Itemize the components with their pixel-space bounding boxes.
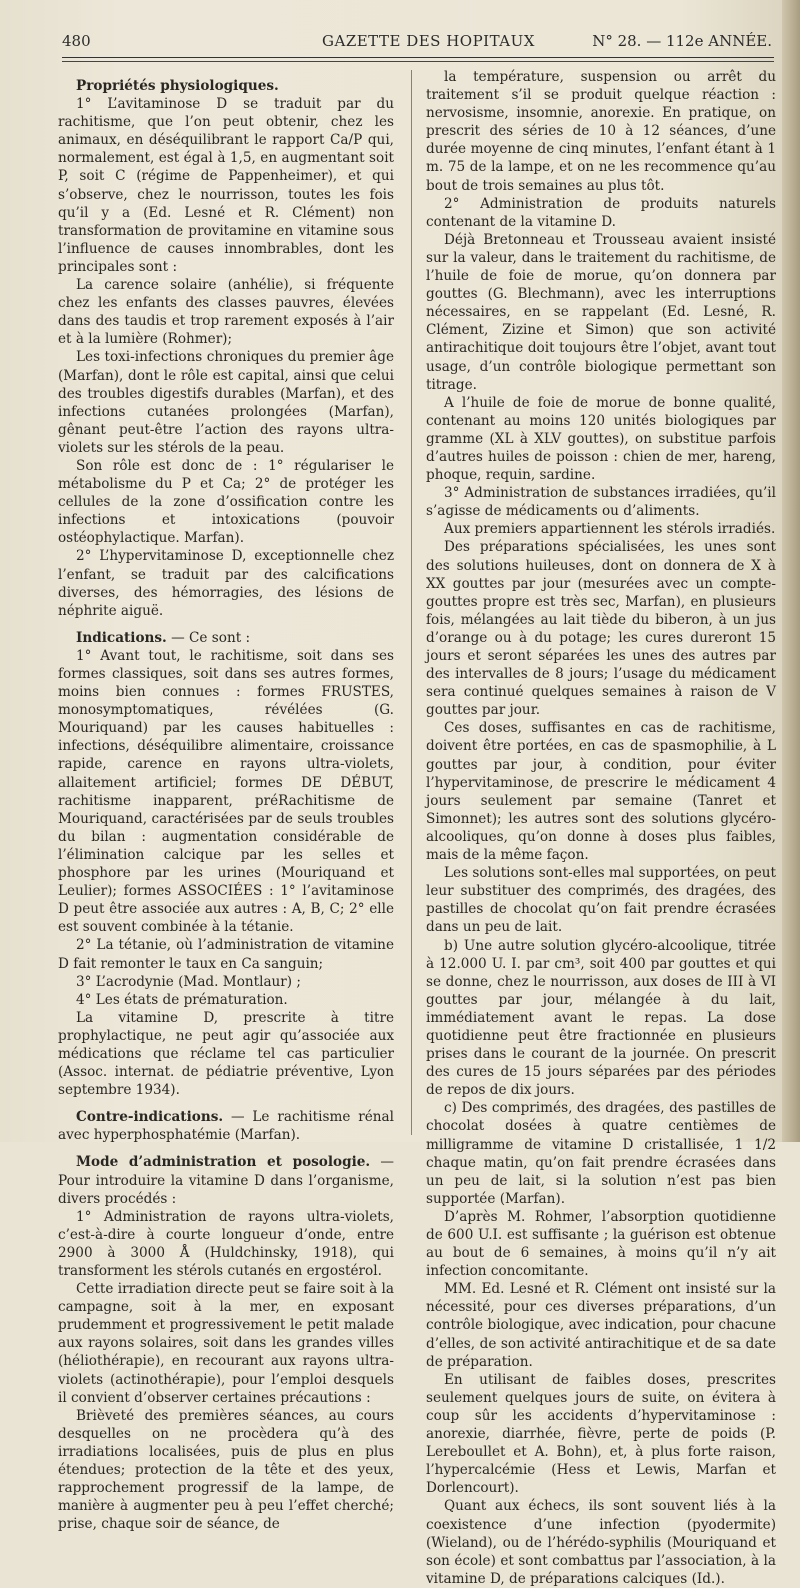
paragraph (426, 864, 776, 936)
paragraph-text: 1° Avant tout, le rachitisme, soit dans ses formes classiques, soit dans ses autres formes, moins bien connues : formes FRUSTES, monosymptomatiques, révélées (G. Mouriquand) par les causes habituelles : infections, déséquilibre alimentaire, croissance rapide, carence en rayons ultra-violets, allaitement artificiel; formes DE DÉBUT, rachitisme inapparent, préRachitisme de Mouriquand, caractérisées par de seuls troubles du bilan : augmentation considérable de l’élimination calcique par les selles et phosphore par les urines (Mouriquand et Leulier); formes ASSOCIÉES : 1° l’avitaminose D peut être associée aux autres : A, B, C; 2° elle est souvent combinée à la tétanie. (58, 647, 394, 936)
paragraph (58, 77, 394, 95)
paragraph-text: Brièveté des premières séances, au cours desquelles on ne procèdera qu’à des irradiations localisées, puis de plus en plus étendues; protection de la tête et des yeux, rapprochement progressif de la lampe, de manière à augmenter peu à peu l’effet cherché; prise, chaque soir de séance, de (58, 1407, 394, 1533)
paragraph-text: Des préparations spécialisées, les unes sont des solutions huileuses, dont on donnera de X à XX gouttes par jour (mesurées avec un compte-gouttes propre est très sec, Marfan), en plusieurs fois, mélangées au lait tiède du biberon, à un jus d’orange ou à du potage; les cures dureront 15 jours et seront séparées les unes des autres par des intervalles de 8 jours; l’usage du médicament sera continué quelques semaines à raison de V gouttes par jour. (426, 539, 776, 719)
paragraph (58, 95, 394, 276)
paragraph-text: 2° La tétanie, où l’administration de vitamine D fait remonter le taux en Ca sanguin; (58, 937, 394, 972)
paragraph (58, 1407, 394, 1534)
paragraph (426, 1208, 776, 1280)
paragraph (58, 276, 394, 348)
paragraph-text: A l’huile de foie de morue de bonne qualité, contenant au moins 120 unités biologiques par gramme (XL à XLV gouttes), on substitue parfois d’autres huiles de poisson : chien de mer, hareng, phoque, requin, sardine. (426, 394, 776, 484)
right-column (426, 68, 776, 1587)
paragraph-text: 2° L’hypervitaminose D, exceptionnelle chez l’enfant, se traduit par des calcifications diverses, des hémorragies, des lésions de néphrite aiguë. (58, 548, 394, 619)
page-number: 480 (62, 32, 91, 50)
paragraph-text: — Pour introduire la vitamine D dans l’organisme, divers procédés : (58, 1154, 394, 1207)
journal-title: GAZETTE DES HOPITAUX (322, 32, 535, 50)
paragraph (426, 195, 776, 231)
paragraph (58, 973, 394, 991)
paragraph (426, 68, 776, 195)
paragraph-text: Ces doses, suffisantes en cas de rachitisme, doivent être portées, en cas de spasmophilie, à L gouttes par jour, à condition, pour éviter l’hypervitaminose, de prescrire le médicament 4 jours seulement par semaine (Tanret et Simonnet); les autres sont des solutions glycéro-alcooliques, qu’on donne à doses plus faibles, mais de la même façon. (426, 720, 776, 864)
paragraph (426, 1497, 776, 1587)
paragraph (426, 231, 776, 394)
paragraph (426, 538, 776, 719)
paragraph (58, 457, 394, 547)
paragraph (58, 647, 394, 937)
paragraph (58, 991, 394, 1009)
paragraph (426, 1371, 776, 1498)
paragraph-text: 3° L’acrodynie (Mad. Montlaur) ; (76, 973, 302, 990)
paragraph (58, 629, 394, 647)
paragraph (426, 1099, 776, 1208)
paragraph (58, 547, 394, 619)
paragraph-text: — Le rachitisme rénal avec hyperphosphatémie (Marfan). (58, 1109, 394, 1144)
paragraph (58, 1108, 394, 1144)
section-heading: Propriétés physiologiques. (76, 78, 279, 94)
column-divider (411, 70, 412, 1135)
paragraph (426, 484, 776, 520)
left-column (58, 68, 394, 1533)
section-heading: Mode d’administration et posologie. (76, 1154, 371, 1171)
paragraph-text: 3° Administration de substances irradiées, qu’il s’agisse de médicaments ou d’aliments. (426, 485, 776, 520)
paragraph-text: Les solutions sont-elles mal supportées, on peut leur substituer des comprimés, des dragées, des pastilles de chocolat qu’on fait prendre écrasées dans un peu de lait. (426, 865, 776, 936)
paragraph (58, 348, 394, 457)
paragraph-text: Son rôle est donc de : 1° régulariser le métabolisme du P et Ca; 2° de protéger les cellules de la zone d’ossification contre les infections et intoxications (pouvoir ostéophylactique. Marfan). (58, 457, 394, 547)
paragraph (426, 520, 776, 538)
header-rule-bottom (62, 61, 774, 62)
paragraph-text: b) Une autre solution glycéro-alcoolique, titrée à 12.000 U. I. par cm³, soit 400 par gouttes et qui se donne, chez le nourrisson, aux doses de III à VI gouttes par jour, mélangée à du lait, immédiatement avant le repas. La dose quotidienne peut être fractionnée en plusieurs prises dans le courant de la journée. On prescrit des cures de 15 jours séparées par des périodes de repos de dix jours. (426, 937, 776, 1099)
paragraph-text: 4° Les états de prématuration. (76, 991, 288, 1008)
paragraph-text: c) Des comprimés, des dragées, des pastilles de chocolat dosées à quatre centièmes de milligramme de vitamine D cristallisée, 1 1/2 chaque matin, qu’on fait prendre écrasées dans un peu de lait, si la solution n’est pas bien supportée (Marfan). (426, 1100, 776, 1207)
paragraph-text: La carence solaire (anhélie), si fréquente chez les enfants des classes pauvres, élevées dans des taudis et trop rarement exposés à l’air et à la lumière (Rohmer); (58, 277, 394, 348)
paragraph-text: la température, suspension ou arrêt du traitement s’il se produit quelque réaction : nervosisme, insomnie, anorexie. En pratique, on prescrit des séries de 10 à 12 séances, d’une durée moyenne de cinq minutes, l’enfant étant à 1 m. 75 de la lampe, et on ne les recommence qu’au bout de trois semaines au plus tôt. (426, 69, 776, 194)
paragraph-text: Cette irradiation directe peut se faire soit à la campagne, soit à la mer, en exposant prudemment et progressivement le petit malade aux rayons solaires, soit dans les grandes villes (héliothérapie), en recourant aux rayons ultra-violets (actinothérapie), pour l’emploi desquels il convient d’observer certaines précautions : (58, 1281, 394, 1406)
paragraph (58, 1009, 394, 1099)
paragraph-text: En utilisant de faibles doses, prescrites seulement quelques jours de suite, on évitera à coup sûr les accidents d’hypervitaminose : anorexie, diarrhée, fièvre, perte de poids (P. Lereboullet et A. Bohn), et, à plus forte raison, l’hypercalcémie (Hess et Lewis, Marfan et Dorlencourt). (426, 1371, 776, 1497)
paragraph (58, 1153, 394, 1207)
paragraph (426, 1280, 776, 1370)
section-heading: Indications. (76, 629, 167, 646)
page-edge-shadow (782, 0, 800, 1142)
paragraph-text: D’après M. Rohmer, l’absorption quotidienne de 600 U.I. est suffisante ; la guérison est obtenue au bout de 6 semaines, à moins qu’il n’y ait infection concomitante. (426, 1208, 776, 1280)
paragraph (58, 1208, 394, 1280)
paragraph (426, 394, 776, 484)
running-header (62, 32, 782, 54)
paragraph (426, 719, 776, 864)
paragraph-text: 2° Administration de produits naturels contenant de la vitamine D. (426, 195, 776, 230)
paragraph-text: Aux premiers appartiennent les stérols irradiés. (444, 521, 776, 538)
paragraph-text: MM. Ed. Lesné et R. Clément ont insisté sur la nécessité, pour ces diverses préparations, d’un contrôle biologique, avec indication, pour chacune d’elles, de son activité antirachitique et de sa date de préparation. (426, 1281, 776, 1370)
paragraph (58, 1280, 394, 1407)
issue-number: N° 28. — 112e ANNÉE. (592, 32, 772, 50)
section-heading: Contre-indications. (76, 1109, 224, 1126)
paragraph-text: Déjà Bretonneau et Trousseau avaient insisté sur la valeur, dans le traitement du rachitisme, de l’huile de foie de morue, qu’on donnera par gouttes (G. Blechmann), avec les interruptions nécessaires, en se rappelant (Ed. Lesné, R. Clément, Zizine et Simon) que son activité antirachitique doit toujours être l’objet, avant tout usage, d’un contrôle biologique permettant son titrage. (426, 231, 776, 393)
paragraph (426, 937, 776, 1100)
paragraph-text: Quant aux échecs, ils sont souvent liés à la coexistence d’une infection (pyodermite) (Wieland), ou de l’hérédo-syphilis (Mouriquand et son école) et sont combattus par l’association, à la vitamine D, de préparations calciques (Id.). (426, 1498, 776, 1587)
header-rule-top (62, 57, 774, 58)
paragraph-text: 1° Administration de rayons ultra-violets, c’est-à-dire à courte longueur d’onde, entre 2900 à 3000 Å (Huldchinsky, 1918), qui transforment les stérols cutanés en ergostérol. (58, 1208, 394, 1279)
paragraph-text: — Ce sont : (166, 629, 251, 646)
paragraph-text: La vitamine D, prescrite à titre prophylactique, ne peut agir qu’associée aux médications que réclame tel cas particulier (Assoc. internat. de pédiatrie préventive, Lyon septembre 1934). (58, 1009, 394, 1099)
paragraph-text: 1° L’avitaminose D se traduit par du rachitisme, que l’on peut obtenir, chez les animaux, en déséquilibrant le rapport Ca/P qui, normalement, est égal à 1,5, en augmentant soit P, soit C (régime de Pappenheimer), et qui s’observe, chez le nourrisson, toutes les fois qu’il y a (Ed. Lesné et R. Clément) non transformation de provitamine en vitamine sous l’influence de causes innombrables, dont les principales sont : (58, 96, 394, 275)
paragraph (58, 936, 394, 972)
paragraph-text: Les toxi-infections chroniques du premier âge (Marfan), dont le rôle est capital, ainsi que celui des troubles digestifs durables (Marfan), et des infections cutanées prolongées (Marfan), gênant peut-être l’action des rayons ultra-violets sur les stérols de la peau. (58, 349, 394, 456)
